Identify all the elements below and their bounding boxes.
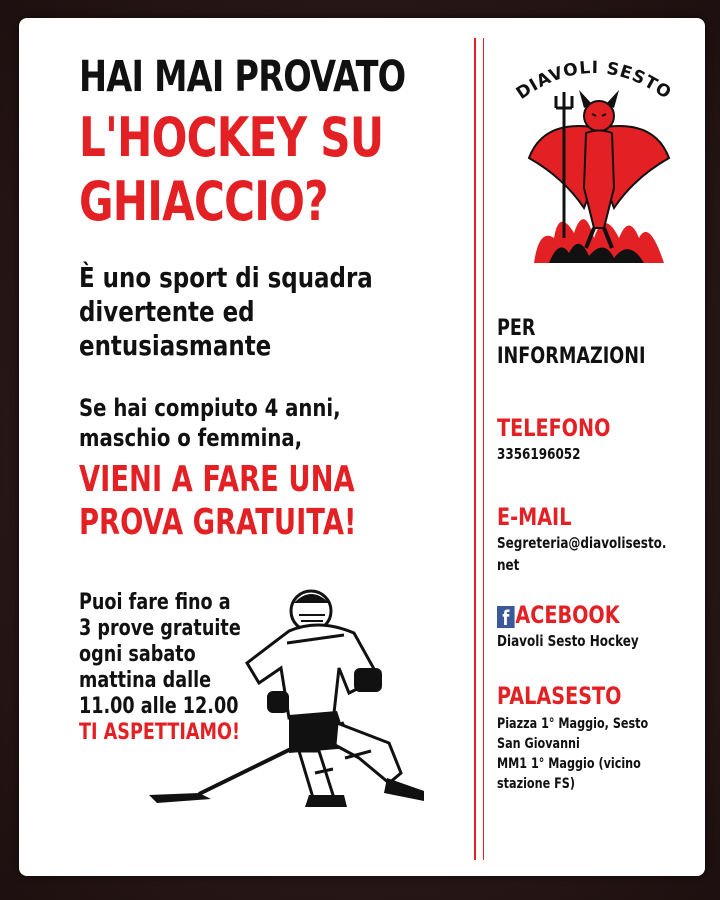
venue-line: stazione FS) bbox=[497, 776, 575, 792]
venue-label: PALASESTO bbox=[497, 682, 622, 710]
poster bbox=[19, 18, 705, 876]
headline-line-2: L'HOCKEY SU bbox=[79, 106, 384, 169]
venue-line: Piazza 1° Maggio, Sesto bbox=[497, 716, 649, 732]
schedule-line: 11.00 alle 12.00 bbox=[79, 694, 239, 719]
subheadline bbox=[79, 261, 373, 363]
subheadline-line: entusiasmante bbox=[79, 329, 272, 362]
venue-line: MM1 1° Maggio (vicino bbox=[497, 756, 641, 772]
email-label: E-MAIL bbox=[497, 503, 572, 531]
schedule-line: ogni sabato bbox=[79, 642, 196, 667]
venue-address bbox=[497, 714, 648, 794]
svg-text:DIAVOLI SESTO: DIAVOLI SESTO bbox=[512, 57, 676, 104]
info-heading bbox=[497, 315, 646, 371]
cta-line: PROVA GRATUITA! bbox=[79, 502, 357, 543]
facebook-page[interactable]: Diavoli Sesto Hockey bbox=[497, 632, 639, 650]
email-address[interactable] bbox=[497, 532, 667, 576]
headline-line-3: GHIACCIO? bbox=[79, 170, 328, 233]
info-heading-line: PER bbox=[497, 316, 536, 341]
venue-line: San Giovanni bbox=[497, 736, 580, 752]
cta-line: VIENI A FARE UNA bbox=[79, 459, 355, 500]
eligibility-line: Se hai compiuto 4 anni, bbox=[79, 394, 341, 422]
facebook-icon: f bbox=[497, 606, 515, 628]
phone-label: TELEFONO bbox=[497, 414, 611, 442]
call-to-action bbox=[79, 458, 356, 544]
schedule-line: Puoi fare fino a bbox=[79, 590, 231, 615]
eligibility-line: maschio o femmina, bbox=[79, 424, 303, 452]
facebook-label-text: ACEBOOK bbox=[515, 601, 620, 629]
devil-icon bbox=[524, 88, 674, 263]
headline-line-1: HAI MAI PROVATO bbox=[79, 52, 406, 102]
subheadline-line: divertente ed bbox=[79, 295, 255, 328]
closing-text: TI ASPETTIAMO! bbox=[79, 720, 240, 745]
eligibility-text bbox=[79, 393, 341, 453]
vertical-divider bbox=[474, 38, 484, 860]
facebook-label bbox=[497, 601, 620, 629]
schedule-line: mattina dalle bbox=[79, 668, 212, 693]
hockey-player-illustration bbox=[139, 573, 479, 813]
schedule-line: 3 prove gratuite bbox=[79, 616, 241, 641]
subheadline-line: È uno sport di squadra bbox=[79, 261, 373, 294]
email-line: net bbox=[497, 556, 520, 574]
email-line: Segreteria@diavolisesto. bbox=[497, 534, 667, 552]
phone-number[interactable]: 3356196052 bbox=[497, 445, 581, 463]
info-heading-line: INFORMAZIONI bbox=[497, 344, 646, 369]
